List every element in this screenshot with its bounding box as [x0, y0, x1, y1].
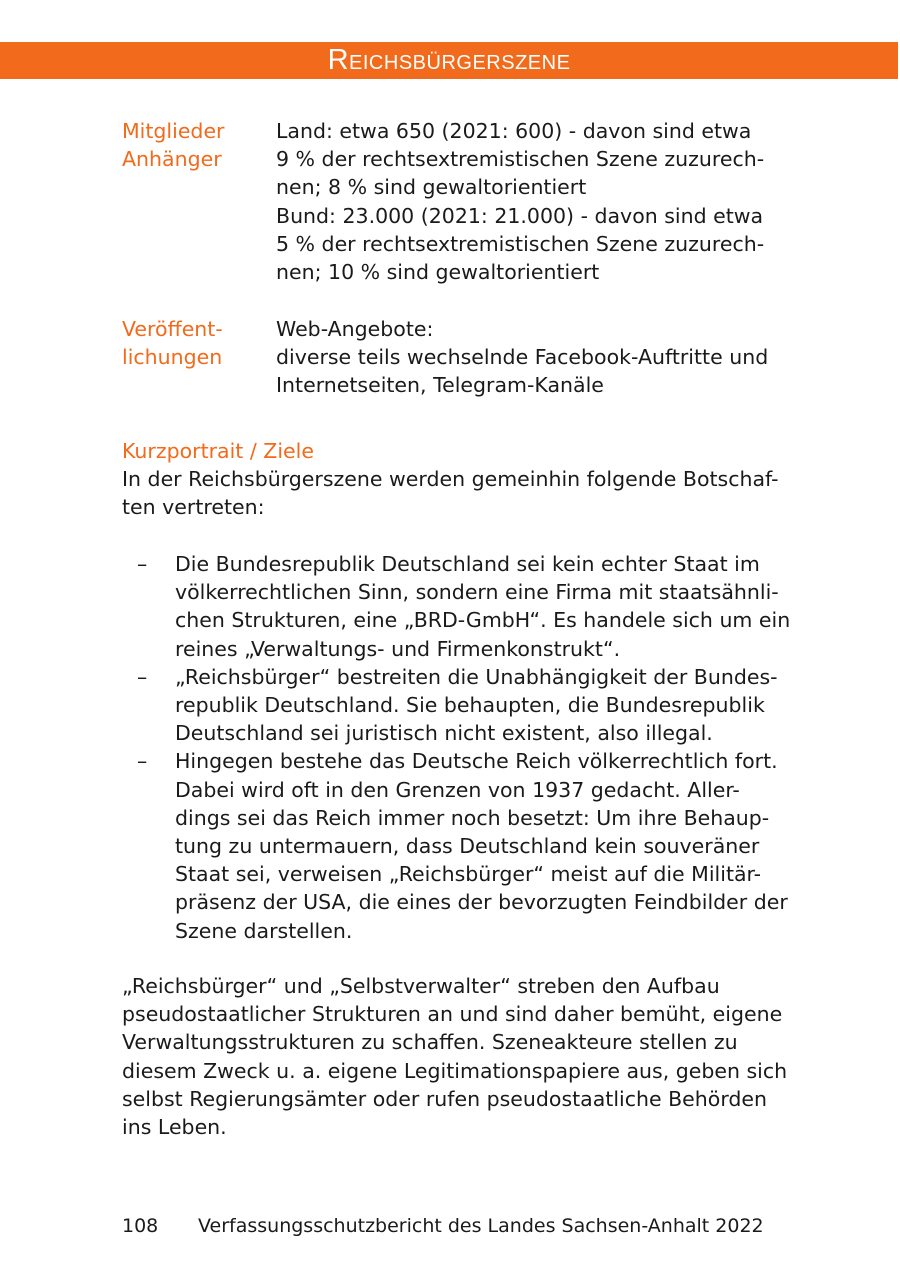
paragraph-line: „Reichsbürger“ und „Selbstverwalter“ streben den Aufbau [122, 974, 720, 998]
list-item-line: Staat sei, verweisen „Reichsbürger“ meist auf die Militär- [175, 862, 762, 887]
content-line: Internetseiten, Telegram-Kanäle [276, 373, 604, 398]
list-item-line: präsenz der USA, die eines der bevorzugten Feindbilder der [175, 890, 788, 915]
paragraph-line: pseudostaatlicher Strukturen an und sind daher bemüht, eigene [122, 1002, 783, 1027]
members-content [276, 117, 776, 286]
dash-bullet: – [137, 664, 148, 689]
publications-content [276, 315, 776, 400]
intro-paragraph [122, 465, 782, 521]
bullet-list [122, 550, 791, 945]
dash-bullet: – [137, 552, 148, 576]
paragraph-line: In der Reichsbürgerszene werden gemeinhin folgende Botschaf- [122, 467, 779, 491]
content-line: Bund: 23.000 (2021: 21.000) - davon sind etwa [276, 203, 764, 228]
content-line: nen; 10 % sind gewaltorientiert [276, 260, 600, 285]
section-title-banner: Reichsbürgerszene [0, 42, 898, 79]
content-line: Land: etwa 650 (2021: 600) - davon sind etwa [276, 119, 752, 143]
dash-bullet: – [137, 749, 148, 774]
paragraph-line: Verwaltungsstrukturen zu schaffen. Szeneakteure stellen zu [122, 1030, 738, 1055]
content-line: Web-Angebote: [276, 317, 434, 341]
list-item-line: republik Deutschland. Sie behaupten, die Bundesrepublik [175, 693, 765, 718]
list-item-line: Hingegen bestehe das Deutsche Reich völkerrechtlich fort. [175, 749, 778, 774]
paragraph-line: ten vertreten: [122, 495, 265, 520]
list-item [122, 550, 791, 663]
label-line: Veröffent- [122, 317, 223, 341]
content-line: diverse teils wechselnde Facebook-Auftritte und [276, 345, 769, 370]
content-line: nen; 8 % sind gewaltorientiert [276, 175, 587, 200]
label-line: lichungen [122, 345, 223, 370]
content-line: 9 % der rechtsextremistischen Szene zuzurech- [276, 147, 765, 172]
list-item-line: dings sei das Reich immer noch besetzt: Um ihre Behaup- [175, 805, 770, 830]
list-item-line: reines „Verwaltungs- und Firmenkonstrukt“. [175, 636, 621, 661]
paragraph-line: ins Leben. [122, 1115, 227, 1140]
list-item-line: „Reichsbürger“ bestreiten die Unabhängigkeit der Bundes- [175, 664, 778, 689]
members-row [122, 117, 782, 287]
publication-title: Verfassungsschutzbericht des Landes Sachsen-Anhalt 2022 [198, 1215, 764, 1237]
list-item-line: tung zu untermauern, dass Deutschland kein souveräner [175, 834, 760, 859]
content-line: 5 % der rechtsextremistischen Szene zuzurech- [276, 231, 765, 256]
page-number: 108 [122, 1215, 159, 1237]
list-item-line: Die Bundesrepublik Deutschland sei kein echter Staat im [175, 552, 760, 576]
list-item-line: Deutschland sei juristisch nicht existent, also illegal. [175, 721, 713, 746]
publications-label [122, 315, 272, 371]
list-item-line: Dabei wird oft in den Grenzen von 1937 gedacht. Aller- [175, 777, 740, 802]
list-item-line: völkerrechtlichen Sinn, sondern eine Firma mit staatsähnli- [175, 580, 779, 605]
list-item [122, 747, 788, 944]
list-item [122, 663, 782, 748]
label-line: Anhänger [122, 147, 222, 172]
list-item-line: Szene darstellen. [175, 918, 353, 943]
paragraph-line: selbst Regierungsämter oder rufen pseudostaatliche Behörden [122, 1086, 768, 1111]
label-line: Mitglieder [122, 119, 225, 143]
closing-paragraph [122, 972, 788, 1141]
paragraph-line: diesem Zweck u. a. eigene Legitimationspapiere aus, geben sich [122, 1058, 788, 1083]
page-footer [122, 1213, 764, 1239]
publications-row [122, 315, 782, 401]
members-label [122, 117, 272, 173]
list-item-line: chen Strukturen, eine „BRD-GmbH“. Es handele sich um ein [175, 608, 791, 633]
section-heading: Kurzportrait / Ziele [122, 439, 314, 463]
